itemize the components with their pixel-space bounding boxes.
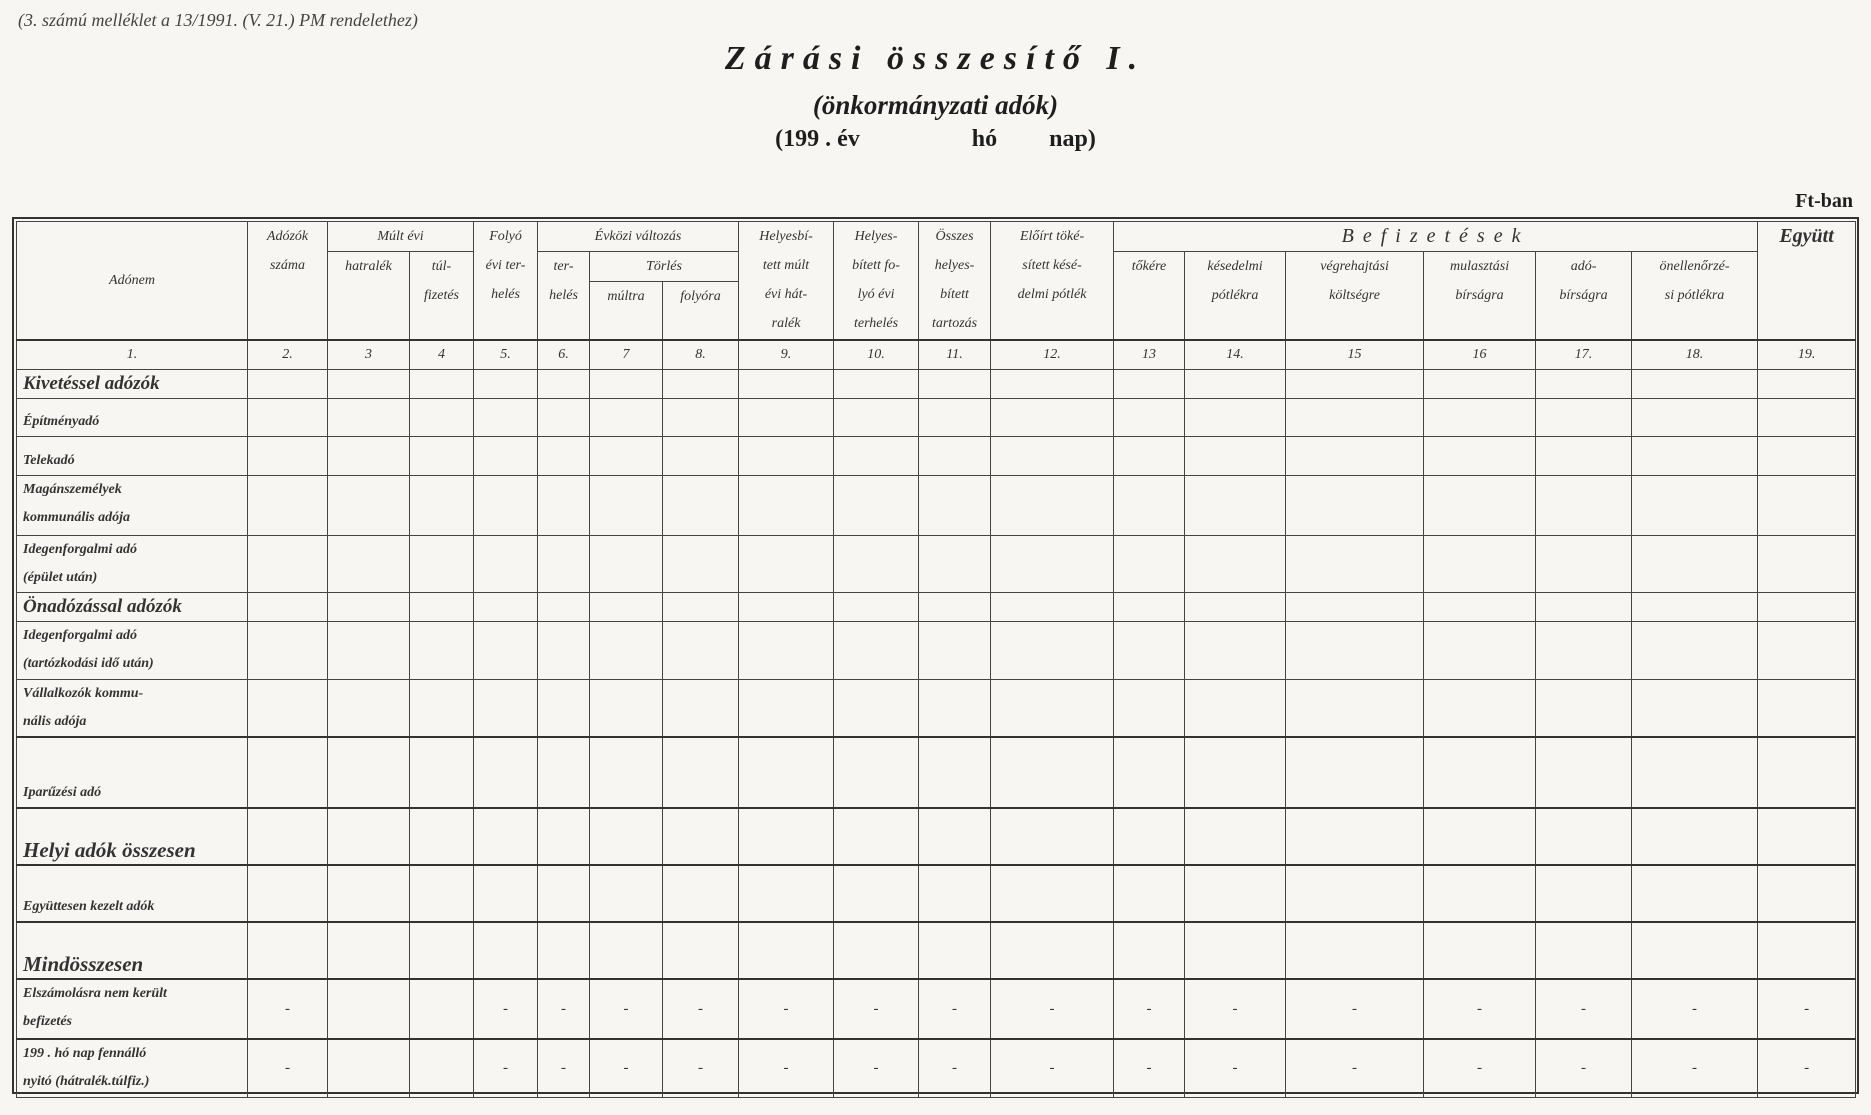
dash-cell: - — [1286, 979, 1424, 1039]
label-elszamolasra-line2: befizetés — [23, 1014, 72, 1029]
form-subtitle: (önkormányzati adók) — [812, 90, 1059, 120]
colnum-5: 5. — [474, 340, 538, 370]
dash-cell: - — [590, 1039, 663, 1097]
header-adob-line1: adó- — [1570, 259, 1597, 274]
dash-cell: - — [919, 1039, 991, 1097]
dash-cell: - — [1114, 979, 1185, 1039]
dash-cell: - — [1424, 1039, 1536, 1097]
annex-note: (3. számú melléklet a 13/1991. (V. 21.) PM rendelethez) — [18, 10, 418, 30]
row-idegenforgalmi-tartozkodasi — [17, 621, 1856, 679]
colnum-19: 19. — [1758, 340, 1856, 370]
header-adozok-line2: száma — [269, 258, 305, 273]
dash-cell: - — [739, 979, 834, 1039]
header-torles: Törlés — [590, 252, 739, 282]
date-month: hó — [971, 126, 998, 152]
header-evkozi-valtozas: Évközi változás — [538, 222, 739, 252]
dash-cell: - — [1632, 1039, 1758, 1097]
header-hatralek: hatralék — [328, 252, 410, 340]
dash-cell: - — [663, 979, 739, 1039]
colnum-15: 15 — [1286, 340, 1424, 370]
row-iparuzesi — [17, 737, 1856, 808]
colnum-7: 7 — [590, 340, 663, 370]
dash-cell: - — [1185, 979, 1286, 1039]
dash-cell: - — [1536, 1039, 1632, 1097]
header-oh-line3: bített — [940, 287, 969, 302]
header-eloirt-tokesitett — [991, 222, 1114, 340]
row-vallalkozok — [17, 679, 1856, 737]
header-adob-line2: bírságra — [1559, 288, 1608, 303]
row-helyi-osszesen — [17, 808, 1856, 865]
label-iparuzesi: Iparűzési adó — [17, 737, 248, 808]
dash-cell: - — [1286, 1039, 1424, 1097]
dash-cell: - — [248, 979, 328, 1039]
label-mindosszesen: Mindösszesen — [17, 922, 248, 979]
header-hm-line3: évi hát- — [764, 287, 808, 302]
label-maganszemelyek — [17, 475, 248, 535]
header-folyo-line1: Folyó — [489, 229, 522, 244]
colnum-17: 17. — [1536, 340, 1632, 370]
label-maganszemelyek-line1: Magánszemélyek — [23, 481, 122, 497]
row-egyuttesen — [17, 865, 1856, 922]
header-onell-line2: si pótlékra — [1664, 288, 1725, 303]
header-helyesbitett-folyo — [834, 222, 919, 340]
header-egyutt: Együtt — [1758, 222, 1856, 340]
dash-cell: - — [1114, 1039, 1185, 1097]
form-title: Zárási összesítő I. — [724, 40, 1147, 77]
dash-cell: - — [1632, 979, 1758, 1039]
header-veg-line2: költségre — [1329, 288, 1380, 303]
colnum-3: 3 — [328, 340, 410, 370]
label-onadozassal: Önadózással adózók — [17, 592, 248, 621]
header-hm-line2: tett múlt — [762, 258, 810, 273]
row-mindosszesen — [17, 922, 1856, 979]
dash-cell: - — [1758, 1039, 1856, 1097]
dash-cell: - — [834, 1039, 919, 1097]
colnum-14: 14. — [1185, 340, 1286, 370]
label-if-epulet-line2: (épület után) — [23, 569, 98, 585]
header-terh-line1: ter- — [553, 259, 574, 274]
dash-cell: - — [474, 979, 538, 1039]
header-hm-line4: ralék — [771, 316, 801, 331]
header-onell-line1: önellenőrzé- — [1659, 259, 1730, 274]
header-folyo-line3: helés — [491, 287, 520, 302]
colnum-6: 6. — [538, 340, 590, 370]
label-vallalkozok — [17, 679, 248, 737]
header-hm-line1: Helyesbí- — [759, 229, 813, 244]
header-multra: múltra — [590, 282, 663, 340]
colnum-9: 9. — [739, 340, 834, 370]
header-hf-line2: bített fo- — [852, 258, 900, 273]
label-elszamolasra-line1: Elszámolásra nem került — [23, 986, 167, 1001]
row-elszamolasra — [17, 979, 1856, 1039]
label-epitmenyado: Építményadó — [17, 398, 248, 436]
label-fennallo-line1: 199 . hó nap fennálló — [23, 1046, 147, 1061]
header-tulfiz-line1: túl- — [431, 259, 452, 274]
header-mulasztasi — [1424, 252, 1536, 340]
header-adonem-label: Adónem — [109, 272, 155, 288]
header-mul-line2: bírságra — [1455, 288, 1504, 303]
header-adozok-line1: Adózók — [266, 229, 309, 244]
colnum-8: 8. — [663, 340, 739, 370]
row-idegenforgalmi-epulet — [17, 535, 1856, 592]
header-terh-line2: helés — [549, 288, 578, 303]
header-vegrehajtasi — [1286, 252, 1424, 340]
header-mult-evi: Múlt évi — [328, 222, 474, 252]
label-idegenforgalmi-tartozkodasi — [17, 621, 248, 679]
colnum-18: 18. — [1632, 340, 1758, 370]
row-onadozassal — [17, 592, 1856, 621]
header-ado-birsagra — [1536, 252, 1632, 340]
header-hf-line1: Helyes- — [854, 229, 898, 244]
header-folyo — [474, 222, 538, 340]
label-fennallo — [17, 1039, 248, 1097]
date-day: nap) — [1049, 126, 1096, 152]
dash-cell: - — [474, 1039, 538, 1097]
label-if-tart-line1: Idegenforgalmi adó — [23, 627, 137, 643]
dash-cell: - — [248, 1039, 328, 1097]
colnum-12: 12. — [991, 340, 1114, 370]
label-vallalkozok-line1: Vállalkozók kommu- — [23, 685, 144, 701]
header-osszes-helyesbitett — [919, 222, 991, 340]
header-kesedelmi — [1185, 252, 1286, 340]
header-et-line1: Előírt töké- — [1019, 229, 1085, 244]
header-oh-line4: tartozás — [931, 316, 978, 331]
header-kes-line2: pótlékra — [1211, 288, 1259, 303]
label-helyi-osszesen: Helyi adók összesen — [17, 808, 248, 865]
label-vallalkozok-line2: nális adója — [23, 713, 87, 729]
header-tokere: tőkére — [1114, 252, 1185, 340]
row-telekado — [17, 436, 1856, 475]
summary-table — [16, 221, 1856, 1098]
header-mul-line1: mulasztási — [1449, 259, 1510, 274]
header-hf-line3: lyó évi — [857, 287, 895, 302]
colnum-2: 2. — [248, 340, 328, 370]
header-adozok-szama — [248, 222, 328, 340]
label-elszamolasra — [17, 979, 248, 1039]
label-if-epulet-line1: Idegenforgalmi adó — [23, 541, 137, 557]
colnum-16: 16 — [1424, 340, 1536, 370]
header-befizetesek: Befizetések — [1114, 222, 1758, 252]
dash-cell: - — [663, 1039, 739, 1097]
label-egyuttesen: Együttesen kezelt adók — [17, 865, 248, 922]
label-if-tart-line2: (tartózkodási idő után) — [23, 655, 154, 671]
label-fennallo-line2: nyitó (hátralék.túlfiz.) — [23, 1074, 150, 1089]
header-et-line2: sített késé- — [1022, 258, 1082, 273]
dash-cell: - — [1424, 979, 1536, 1039]
dash-cell: - — [1536, 979, 1632, 1039]
dash-cell: - — [538, 1039, 590, 1097]
currency-label: Ft-ban — [1795, 190, 1853, 212]
header-tulfizetes — [410, 252, 474, 340]
header-helyesbitett-mult — [739, 222, 834, 340]
header-veg-line1: végrehajtási — [1320, 259, 1389, 274]
colnum-13: 13 — [1114, 340, 1185, 370]
dash-cell: - — [1185, 1039, 1286, 1097]
dash-cell: - — [919, 979, 991, 1039]
row-fennallo — [17, 1039, 1856, 1097]
header-oh-line2: helyes- — [934, 258, 975, 273]
colnum-11: 11. — [919, 340, 991, 370]
header-kes-line1: késedelmi — [1207, 259, 1263, 274]
colnum-4: 4 — [410, 340, 474, 370]
row-epitmenyado — [17, 398, 1856, 436]
colnum-10: 10. — [834, 340, 919, 370]
header-et-line3: delmi pótlék — [1017, 287, 1087, 302]
dash-cell: - — [1758, 979, 1856, 1039]
date-line — [0, 126, 1871, 153]
dash-cell: - — [991, 1039, 1114, 1097]
header-hf-line4: terhelés — [853, 316, 899, 331]
label-idegenforgalmi-epulet — [17, 535, 248, 592]
header-terheles — [538, 252, 590, 340]
header-folyo-line2: évi ter- — [485, 258, 526, 273]
header-oh-line1: Összes — [935, 229, 974, 244]
date-year: (199 . év — [775, 126, 860, 152]
dash-cell: - — [991, 979, 1114, 1039]
label-maganszemelyek-line2: kommunális adója — [23, 509, 130, 525]
label-kivetessel: Kivetéssel adózók — [17, 369, 248, 398]
dash-cell: - — [590, 979, 663, 1039]
dash-cell: - — [834, 979, 919, 1039]
label-telekado: Telekadó — [17, 436, 248, 475]
header-onellenorzesi — [1632, 252, 1758, 340]
column-numbers-row — [17, 340, 1856, 370]
dash-cell: - — [538, 979, 590, 1039]
header-adonem — [17, 222, 248, 340]
dash-cell: - — [739, 1039, 834, 1097]
header-folyora: folyóra — [663, 282, 739, 340]
row-maganszemelyek — [17, 475, 1856, 535]
header-tulfiz-line2: fizetés — [424, 288, 459, 303]
colnum-1: 1. — [17, 340, 248, 370]
row-kivetessel — [17, 369, 1856, 398]
